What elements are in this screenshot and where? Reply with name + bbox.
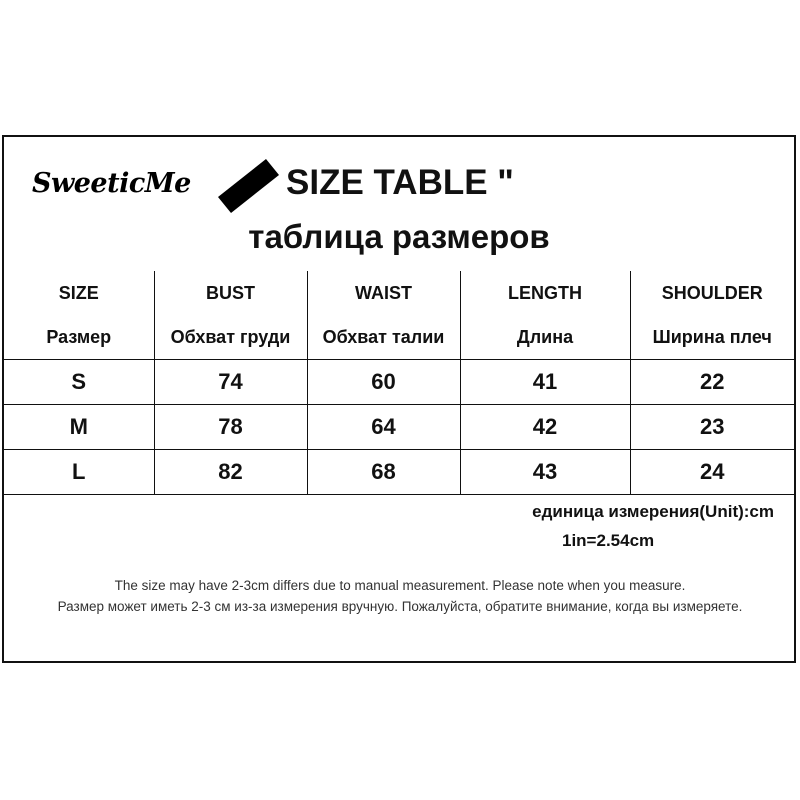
column-header-waist: [307, 271, 460, 360]
measurement-note-en: The size may have 2-3cm differs due to manual measurement. Please note when you measure.: [114, 578, 686, 593]
unit-label: единица измерения(Unit):cm: [532, 502, 774, 521]
size-table: [4, 271, 794, 495]
page-subtitle: таблица размеров: [248, 218, 550, 255]
table-cell-shoulder: 23: [630, 405, 794, 450]
measurement-note-ru: Размер может иметь 2-3 см из-за измерения вручную. Пожалуйста, обратите внимание, когда вы измеряете.: [57, 599, 743, 614]
column-header-shoulder: [630, 271, 794, 360]
table-cell-length: 43: [460, 450, 630, 495]
table-cell-bust: 74: [154, 360, 307, 405]
column-header-en: SIZE: [58, 283, 99, 303]
column-header-size: [4, 271, 154, 360]
table-cell-length: 41: [460, 360, 630, 405]
column-header-en: LENGTH: [508, 283, 582, 303]
table-cell-waist: 60: [307, 360, 460, 405]
column-header-en: BUST: [206, 283, 255, 303]
size-chart-footer: [4, 494, 794, 661]
column-header-length: [460, 271, 630, 360]
page-title: SIZE TABLE ": [286, 163, 514, 202]
column-header-ru: Длина: [516, 327, 574, 347]
table-cell-length: 42: [460, 405, 630, 450]
table-cell-shoulder: 24: [630, 450, 794, 495]
table-cell-bust: 78: [154, 405, 307, 450]
size-chart-header: [4, 137, 794, 271]
column-header-bust: [154, 271, 307, 360]
column-header-en: SHOULDER: [661, 283, 763, 303]
column-header-ru: Ширина плеч: [652, 327, 772, 347]
column-header-ru: Обхват груди: [170, 327, 291, 347]
table-cell-bust: 82: [154, 450, 307, 495]
table-cell-waist: 68: [307, 450, 460, 495]
column-header-en: WAIST: [355, 283, 412, 303]
table-cell-size: M: [4, 405, 154, 450]
column-header-ru: Размер: [46, 327, 112, 347]
conversion-label: 1in=2.54cm: [562, 531, 655, 550]
brand-logo: SweeticMe: [32, 168, 191, 199]
table-cell-waist: 64: [307, 405, 460, 450]
table-row: [4, 405, 794, 450]
table-row: [4, 450, 794, 495]
table-row: [4, 360, 794, 405]
table-cell-shoulder: 22: [630, 360, 794, 405]
table-cell-size: L: [4, 450, 154, 495]
column-header-ru: Обхват талии: [322, 327, 445, 347]
size-chart-card: [2, 135, 796, 663]
table-header-row: [4, 271, 794, 360]
table-cell-size: S: [4, 360, 154, 405]
slash-mark-icon: [213, 151, 283, 215]
